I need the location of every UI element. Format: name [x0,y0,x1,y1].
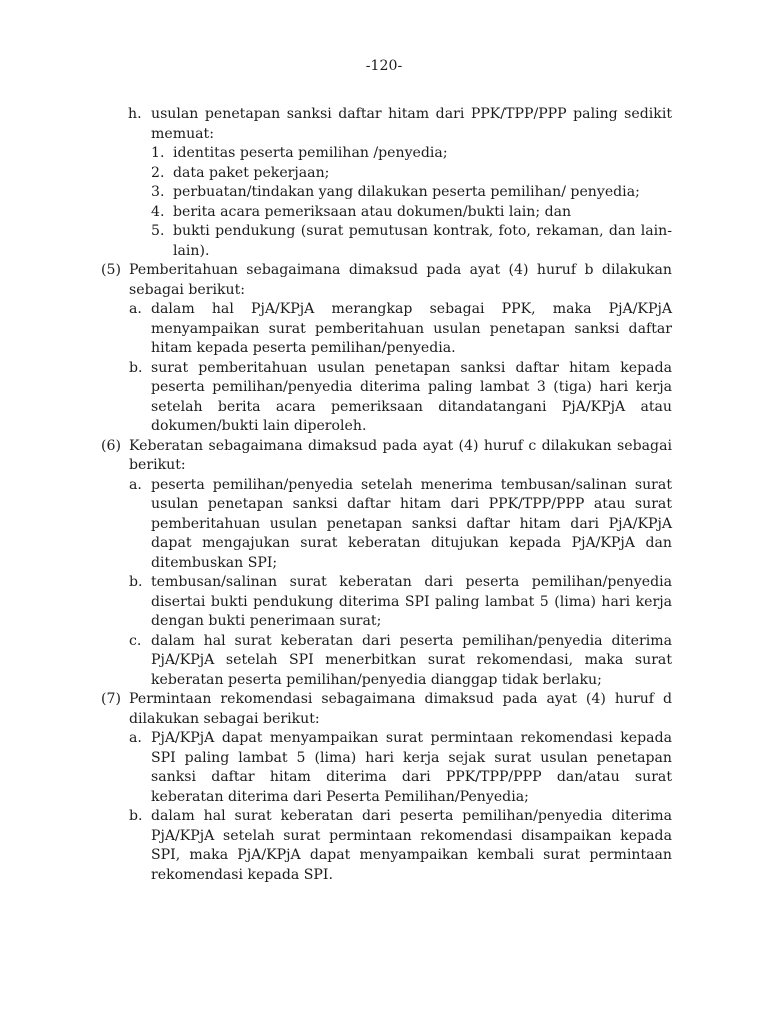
sub-item-text: data paket pekerjaan; [173,164,330,181]
letter-marker: c. [129,632,142,649]
sub-item-marker: 1. [151,145,165,161]
letter-marker: b. [129,574,143,590]
letter-marker: b. [129,808,143,824]
letter-text: peserta pemilihan/penyedia setelah menerima tembusan/salinan surat usulan penetapan sanksi daftar hitam dari PPK/TPP/PPP atau surat pemberitahuan usulan penetapan sanksi daftar hitam dari PjA/KPjA dapat mengajukan surat keberatan ditujukan kepada PjA/KPjA dan ditembuskan SPI; [151,476,672,571]
letter-text: dalam hal surat keberatan dari peserta pemilihan/penyedia diterima PjA/KPjA setelah SPI menerbitkan surat rekomendasi, maka surat keberatan peserta pemilihan/penyedia dianggap tidak berlaku; [151,632,672,688]
sub-item-text: bukti pendukung (surat pemutusan kontrak, foto, rekaman, dan lain- lain). [173,223,672,259]
sub-item-text: berita acara pemeriksaan atau dokumen/bukti lain; dan [173,203,572,220]
ayat-text: Keberatan sebagaimana dimaksud pada ayat (4) huruf c dilakukan sebagai berikut: [129,437,672,473]
ayat-7-item-b [101,807,672,885]
letter-marker: a. [129,730,142,746]
ayat-text: Pemberitahuan sebagaimana dimaksud pada ayat (4) huruf b dilakukan sebagai berikut: [129,262,672,298]
letter-marker: a. [129,301,142,317]
document-body [101,105,672,885]
letter-text: dalam hal surat keberatan dari peserta pemilihan/penyedia diterima PjA/KPjA setelah surat permintaan rekomendasi disampaikan kepada SPI, maka PjA/KPjA dapat menyampaikan kembali surat permintaan rekomendasi kepada SPI. [151,808,672,883]
ayat-5 [101,261,672,300]
sub-item-text: identitas peserta pemilihan /penyedia; [173,145,448,161]
ayat-marker: (6) [101,437,121,454]
ayat-6 [101,437,672,476]
page-number: -120- [365,58,403,74]
sub-item-marker: 3. [151,184,165,200]
list-item-h [101,105,672,144]
sub-item-marker: 2. [151,164,165,181]
letter-marker: a. [129,476,142,493]
ayat-6-item-a [101,476,672,574]
sub-item-3 [101,183,672,203]
sub-item-text: perbuatan/tindakan yang dilakukan peserta pemilihan/ penyedia; [173,184,640,200]
letter-text: tembusan/salinan surat keberatan dari peserta pemilihan/penyedia disertai bukti pendukung diterima SPI paling lambat 5 (lima) hari kerja dengan bukti penerimaan surat; [151,574,672,629]
item-text: usulan penetapan sanksi daftar hitam dari PPK/TPP/PPP paling sedikit memuat: [151,106,672,142]
letter-text: PjA/KPjA dapat menyampaikan surat permintaan rekomendasi kepada SPI paling lambat 5 (lima) hari kerja sejak surat usulan penetapan sanksi daftar hitam diterima dari PPK/TPP/PPP dan/atau surat keberatan diterima dari Peserta Pemilihan/Penyedia; [151,730,672,805]
letter-text: surat pemberitahuan usulan penetapan sanksi daftar hitam kepada peserta pemilihan/penyedia diterima paling lambat 3 (tiga) hari kerja setelah berita acara pemeriksaan ditandatangani PjA/KPjA atau dokumen/bukti lain diperoleh. [151,359,672,434]
ayat-5-item-a [101,300,672,359]
ayat-marker: (7) [101,691,121,707]
sub-item-1 [101,144,672,164]
ayat-text: Permintaan rekomendasi sebagaimana dimaksud pada ayat (4) huruf d dilakukan sebagai berikut: [129,691,672,727]
sub-item-marker: 4. [151,203,165,220]
letter-marker: b. [129,359,143,376]
sub-item-marker: 5. [151,223,165,239]
ayat-6-item-c [101,632,672,691]
item-marker: h. [128,106,142,122]
sub-item-4 [101,203,672,223]
ayat-5-item-b [101,359,672,437]
ayat-6-item-b [101,573,672,632]
ayat-7 [101,690,672,729]
sub-item-5 [101,222,672,261]
ayat-marker: (5) [101,262,121,278]
ayat-7-item-a [101,729,672,807]
letter-text: dalam hal PjA/KPjA merangkap sebagai PPK, maka PjA/KPjA menyampaikan surat pemberitahuan usulan penetapan sanksi daftar hitam kepada peserta pemilihan/penyedia. [151,301,672,356]
sub-item-2 [101,164,672,184]
